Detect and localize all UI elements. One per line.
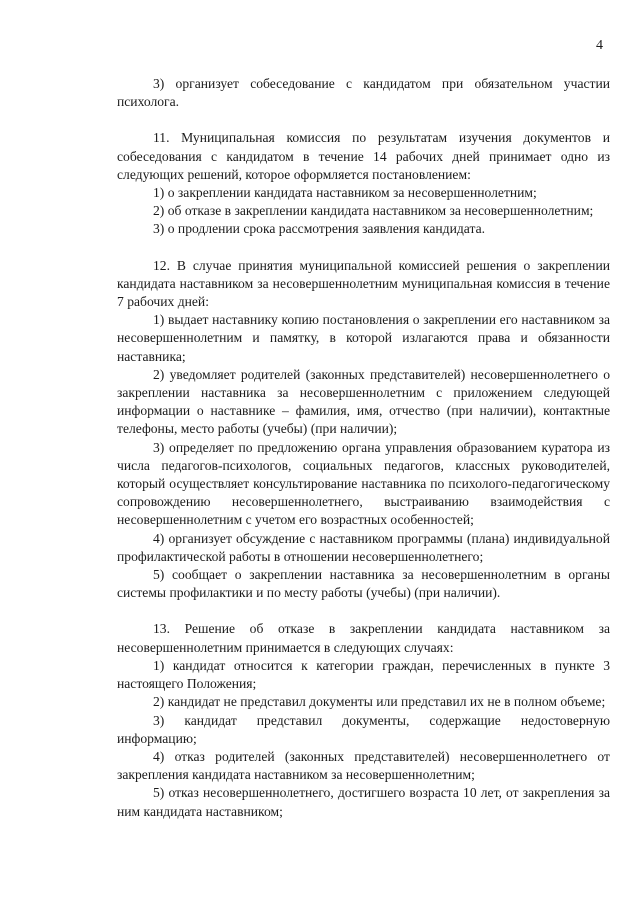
list-item: 3) кандидат представил документы, содержащие недостоверную информацию; [117,712,610,746]
list-item: 1) кандидат относится к категории граждан, перечисленных в пункте 3 настоящего Положения; [117,657,610,692]
section-clause-10-continued [117,75,610,111]
section-clause-13 [117,620,610,820]
clause-11-intro: 11. Муниципальная комиссия по результатам изучения документов и собеседования с кандидатом в течение 14 рабочих дней принимает одно из следующих решений, которое оформляется постановлением: [117,130,610,182]
list-item: 2) кандидат не представил документы или представил их не в полном объеме; [153,694,606,710]
list-item: 3) о продлении срока рассмотрения заявления кандидата. [153,221,486,237]
list-item: 4) организует обсуждение с наставником программы (плана) индивидуальной профилактической работы в отношении несовершеннолетнего; [117,530,610,564]
section-clause-12 [117,257,610,603]
list-item: 2) об отказе в закреплении кандидата наставником за несовершеннолетним; [153,203,594,219]
section-clause-11 [117,129,610,238]
document-body [117,75,610,821]
list-item: 1) выдает наставнику копию постановления о закреплении его наставником за несовершеннолетним и памятку, в которой излагаются права и обязанности наставника; [117,312,610,364]
page-number: 4 [596,38,603,53]
list-item: 3) определяет по предложению органа управления образованием куратора из числа педагогов-психологов, социальных педагогов, классных руководителей, который осуществляет консультирование наставника по психолого-педагогическому сопровождению несовершеннолетнего, выстраиванию взаимодействия с несовершеннолетним с учетом его возрастных особенностей; [117,439,610,528]
list-item: 5) сообщает о закреплении наставника за несовершеннолетним в органы системы профилактики и по месту работы (учебы) (при наличии). [117,567,610,601]
list-item: 1) о закреплении кандидата наставником за несовершеннолетним; [153,185,537,201]
list-item: 5) отказ несовершеннолетнего, достигшего возраста 10 лет, от закрепления за ним кандидата наставником; [117,785,610,819]
list-item: 2) уведомляет родителей (законных представителей) несовершеннолетнего о закреплении наставника за несовершеннолетним с приложением следующей информации о наставнике – фамилия, имя, отчество (при наличии), контактные телефоны, место работы (учебы) (при наличии); [117,366,610,437]
list-item: 4) отказ родителей (законных представителей) несовершеннолетнего от закрепления кандидата наставником за несовершеннолетним; [117,748,610,783]
list-item: 3) организует собеседование с кандидатом при обязательном участии психолога. [117,76,610,110]
clause-12-intro: 12. В случае принятия муниципальной комиссией решения о закреплении кандидата наставником за несовершеннолетним муниципальная комиссия в течение 7 рабочих дней: [117,257,610,310]
clause-13-intro: 13. Решение об отказе в закреплении кандидата наставником за несовершеннолетним принимается в следующих случаях: [117,621,610,655]
